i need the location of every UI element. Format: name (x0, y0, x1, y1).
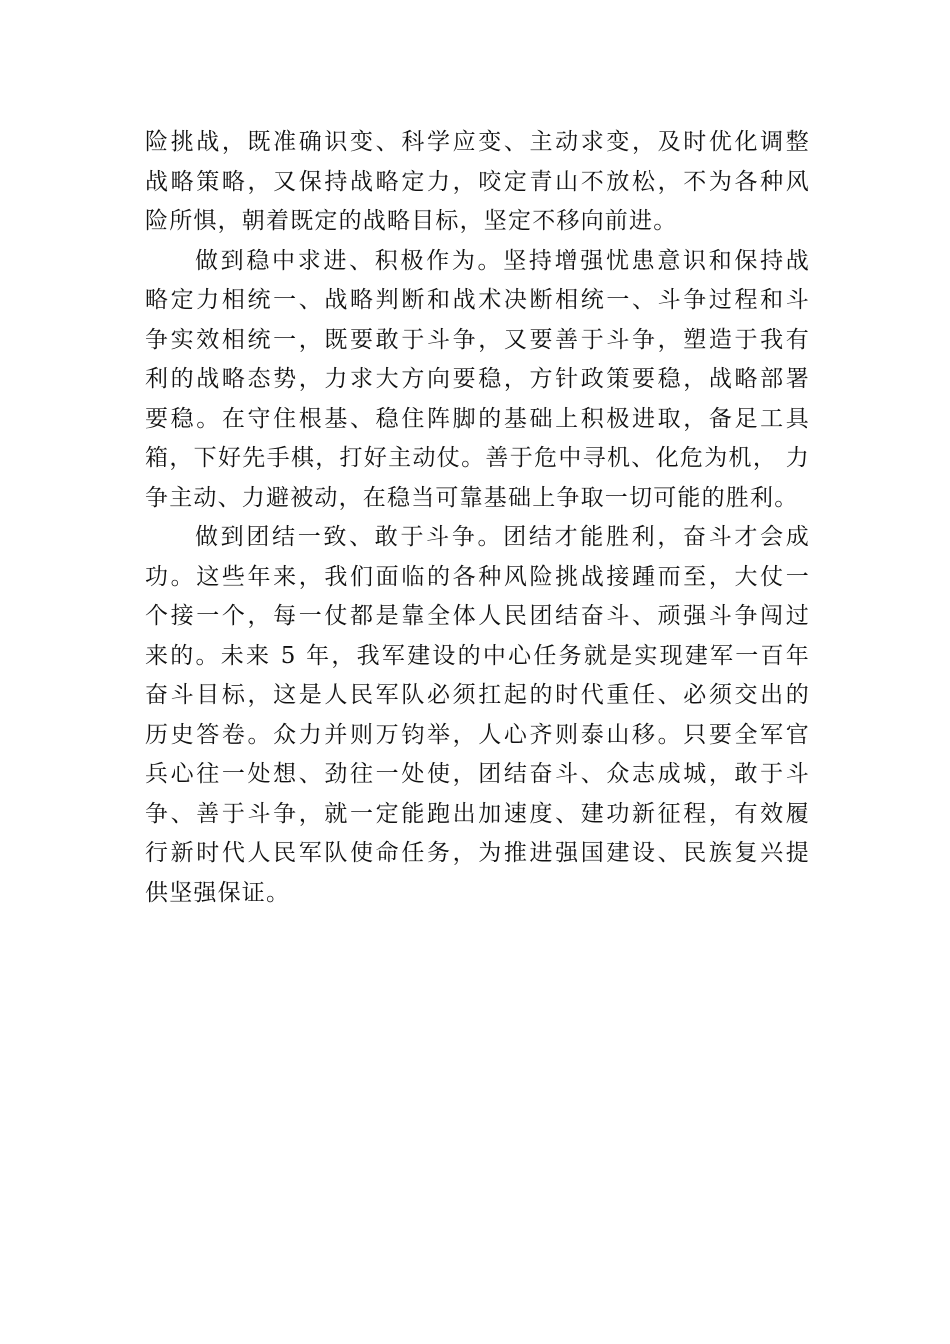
text-line: 险挑战，既准确识变、科学应变、主动求变，及时优化调整 (145, 129, 810, 155)
text-line: 险所惧，朝着既定的战略目标，坚定不移向前进。 (145, 208, 678, 234)
text-line: 行新时代人民军队使命任务，为推进强国建设、民族复兴提 (145, 840, 810, 866)
paragraph-first-line: 做到稳中求进、积极作为。坚持增强忧患意识和保持战 (195, 247, 810, 274)
text-line: 要稳。在守住根基、稳住阵脚的基础上积极进取，备足工具 (145, 405, 810, 432)
text-line: 战略策略，又保持战略定力，咬定青山不放松，不为各种风 (145, 168, 810, 195)
body-text (145, 123, 810, 913)
text-line: 功。这些年来，我们面临的各种风险挑战接踵而至，大仗一 (145, 563, 810, 590)
text-line: 兵心往一处想、劲往一处使，团结奋斗、众志成城，敢于斗 (145, 761, 810, 787)
text-line: 利的战略态势，力求大方向要稳，方针政策要稳，战略部署 (145, 366, 810, 392)
text-line: 争实效相统一，既要敢于斗争，又要善于斗争，塑造于我有 (145, 326, 810, 353)
text-line: 争、善于斗争，就一定能跑出加速度、建功新征程，有效履 (145, 800, 810, 827)
text-line: 个接一个，每一仗都是靠全体人民团结奋斗、顽强斗争闯过 (145, 603, 810, 629)
text-line: 箱，下好先手棋，打好主动仗。善于危中寻机、化危为机， 力 (145, 445, 810, 471)
text-line: 供坚强保证。 (145, 879, 291, 906)
paragraph-first-line: 做到团结一致、敢于斗争。团结才能胜利，奋斗才会成 (195, 524, 810, 550)
text-line: 来的。未来 5 年，我军建设的中心任务就是实现建军一百年 (145, 642, 810, 669)
text-line: 奋斗目标，这是人民军队必须扛起的时代重任、必须交出的 (145, 682, 810, 708)
text-line: 争主动、力避被动，在稳当可靠基础上争取一切可能的胜利。 (145, 484, 799, 511)
text-line: 历史答卷。众力并则万钧举，人心齐则泰山移。只要全军官 (145, 721, 810, 748)
text-line: 略定力相统一、战略判断和战术决断相统一、斗争过程和斗 (145, 287, 810, 313)
